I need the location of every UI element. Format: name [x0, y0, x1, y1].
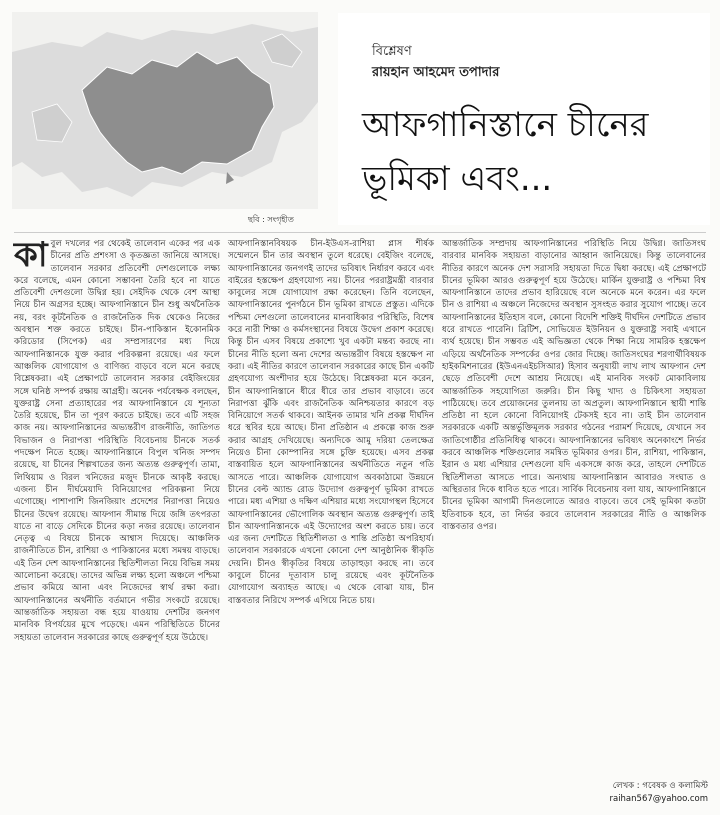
- footer: [562, 780, 708, 806]
- column-3-text: আন্তর্জাতিক সম্প্রদায় আফগানিস্তানের পরিস্থিতি নিয়ে উদ্বিগ্ন। জাতিসংঘ বারবার মানবিক সহায়তা বাড়ানোর আহ্বান জানিয়েছে। কিন্তু তালেবানের নীতির কারণে অনেক দেশ সরাসরি সহায়তা দিতে দ্বিধা করছে। এই প্রেক্ষাপটে চীনের ভূমিকা আরও গুরুত্বপূর্ণ হয়ে উঠেছে। মার্কিন যুক্তরাষ্ট্র ও পশ্চিমা বিশ্ব আফগানিস্তানে তাদের প্রভাব হারিয়েছে বলে অনেকে মনে করেন। এর ফলে চীন ও রাশিয়া এ অঞ্চলে নিজেদের অবস্থান সুসংহত করার সুযোগ পাচ্ছে। তবে আফগানিস্তানের ইতিহাস বলে, কোনো বিদেশি শক্তিই দীর্ঘদিন দেশটিতে প্রভাব ধরে রাখতে পারেনি। ব্রিটিশ, সোভিয়েত ইউনিয়ন ও যুক্তরাষ্ট্র সবাই এখানে ব্যর্থ হয়েছে। চীন সম্ভবত এই অভিজ্ঞতা থেকে শিক্ষা নিয়ে সামরিক হস্তক্ষেপ এড়িয়ে অর্থনৈতিক সম্পর্কের ওপর জোর দিচ্ছে। জাতিসংঘের শরণার্থীবিষয়ক হাইকমিশনারের (ইউএনএইচসিআর) হিসাব অনুযায়ী লাখ লাখ আফগান দেশ ছেড়ে প্রতিবেশী দেশে আশ্রয় নিয়েছে। এই মানবিক সংকট মোকাবিলায় আন্তর্জাতিক সহযোগিতা জরুরি। চীন কিছু খাদ্য ও চিকিৎসা সহায়তা পাঠিয়েছে। তবে প্রয়োজনের তুলনায় তা অপ্রতুল। আফগানিস্তানে স্থায়ী শান্তি প্রতিষ্ঠা না হলে কোনো বিনিয়োগই টেকসই হবে না। তাই চীন তালেবান সরকারকে একটি অন্তর্ভুক্তিমূলক সরকার গঠনের পরামর্শ দিয়েছে, যেখানে সব জাতিগোষ্ঠীর প্রতিনিধিত্ব থাকবে। আফগানিস্তানের ভবিষ্যৎ অনেকাংশে নির্ভর করবে আঞ্চলিক শক্তিগুলোর সমন্বিত ভূমিকার ওপর। চীন, রাশিয়া, পাকিস্তান, ইরান ও মধ্য এশিয়ার দেশগুলো যদি একসঙ্গে কাজ করে, তাহলে দেশটিতে স্থিতিশীলতা আসতে পারে। অন্যথায় আফগানিস্তান আবারও সংঘাত ও অস্থিরতার দিকে ধাবিত হতে পারে। সার্বিক বিবেচনায় বলা যায়, আফগানিস্তানে চীনের ভূমিকা আগামী দিনগুলোতে আরও বাড়বে। তবে সেই ভূমিকা কতটা ইতিবাচক হবে, তা নির্ভর করবে তালেবান সরকারের নীতি ও আঞ্চলিক বাস্তবতার ওপর।: [442, 239, 706, 532]
- column-1: [14, 235, 220, 644]
- drop-cap: কা: [14, 235, 48, 275]
- column-1-text: বুল দখলের পর থেকেই তালেবান একের পর এক চীনের প্রতি প্রশংসা ও কৃতজ্ঞতা জানিয়ে আসছে। তালেবান সরকার প্রতিবেশী দেশগুলোকে লক্ষ্য করে বলেছে, এমন কোনো সম্ভাবনা তৈরি হবে না যাতে প্রতিবেশী দেশগুলো উদ্বিগ্ন হয়। সেইদিক থেকে বেশ আস্থা নিয়ে চীন অগ্রসর হচ্ছে। আফগানিস্তানে চীন শুধু অর্থনৈতিক নয়, বরং কূটনৈতিক ও রাজনৈতিক দিক থেকেও নিজের অবস্থান শক্ত করতে চাইছে। চীন-পাকিস্তান ইকোনমিক করিডোর (সিপেক) এর সম্প্রসারণের মধ্য দিয়ে আফগানিস্তানকে যুক্ত করার পরিকল্পনা রয়েছে। এর ফলে আঞ্চলিক যোগাযোগ ও বাণিজ্য বাড়বে বলে মনে করছে বিশ্লেষকরা। এই প্রেক্ষাপটে তালেবান সরকার বেইজিংয়ের সঙ্গে ঘনিষ্ঠ সম্পর্ক রক্ষায় আগ্রহী। অনেক পর্যবেক্ষক বলছেন, যুক্তরাষ্ট্র সেনা প্রত্যাহারের পর আফগানিস্তানে যে শূন্যতা তৈরি হয়েছে, চীন তা পূরণ করতে চাইছে। তবে এটি সহজ কাজ নয়। আফগানিস্তানের অভ্যন্তরীণ রাজনীতি, জাতিগত বিভাজন ও নিরাপত্তা পরিস্থিতি বিবেচনায় চীনকে সতর্ক পদক্ষেপ নিতে হচ্ছে। আফগানিস্তানে বিপুল খনিজ সম্পদ রয়েছে, যা চীনের শিল্পখাতের জন্য অত্যন্ত গুরুত্বপূর্ণ। তামা, লিথিয়াম ও বিরল খনিজের মজুদ চীনকে আকৃষ্ট করছে। এজন্য চীন দীর্ঘমেয়াদি বিনিয়োগের পরিকল্পনা নিয়ে এগোচ্ছে। পাশাপাশি জিনজিয়াং প্রদেশের নিরাপত্তা নিয়েও চীনের উদ্বেগ রয়েছে। আফগান সীমান্ত দিয়ে জঙ্গি তৎপরতা যাতে না বাড়ে সেদিকে চীনের কড়া নজর রয়েছে। তালেবান নেতৃত্ব এ বিষয়ে চীনকে আশ্বাস দিয়েছে। আঞ্চলিক রাজনীতিতে চীন, রাশিয়া ও পাকিস্তানের মধ্যে সমন্বয় বাড়ছে। এই তিন দেশ আফগানিস্তানের স্থিতিশীলতা নিয়ে বিভিন্ন সময় আলোচনা করেছে। তাদের অভিন্ন লক্ষ্য হলো অঞ্চলে পশ্চিমা প্রভাব কমিয়ে আনা এবং নিজেদের স্বার্থ রক্ষা করা। আফগানিস্তানের অর্থনীতি বর্তমানে গভীর সংকটে রয়েছে। আন্তর্জাতিক সহায়তা বন্ধ হয়ে যাওয়ায় দেশটির জনগণ মানবিক বিপর্যয়ের মুখে পড়েছে। এমন পরিস্থিতিতে চীনের সহায়তা তালেবান সরকারের কাছে গুরুত্বপূর্ণ হয়ে উঠেছে।: [14, 239, 220, 643]
- column-3: [442, 238, 706, 533]
- headline: আফগানিস্তানে চীনের ভূমিকা এবং...: [362, 105, 649, 199]
- column-2: [228, 238, 434, 607]
- map-image: [12, 12, 318, 209]
- column-2-text: আফগানিস্তানবিষয়ক চীন-ইউএস-রাশিয়া প্লাস শীর্ষক সম্মেলনে চীন তার অবস্থান তুলে ধরেছে। বেইজিং বলেছে, আফগানিস্তানের জনগণই তাদের ভবিষ্যৎ নির্ধারণ করবে এবং বাইরের হস্তক্ষেপ গ্রহণযোগ্য নয়। চীনের পররাষ্ট্রমন্ত্রী বারবার কাবুলের সঙ্গে যোগাযোগ রক্ষা করেছেন। তিনি বলেছেন, আফগানিস্তানের পুনর্গঠনে চীন ভূমিকা রাখতে প্রস্তুত। এদিকে পশ্চিমা দেশগুলো তালেবানের মানবাধিকার পরিস্থিতি, বিশেষ করে নারী শিক্ষা ও কর্মসংস্থানের বিষয়ে উদ্বেগ প্রকাশ করেছে। কিন্তু চীন এসব বিষয়ে প্রকাশ্যে খুব একটা মন্তব্য করছে না। চীনের নীতি হলো অন্য দেশের অভ্যন্তরীণ বিষয়ে হস্তক্ষেপ না করা। এই নীতির কারণে তালেবান সরকারের কাছে চীন একটি গ্রহণযোগ্য অংশীদার হয়ে উঠেছে। বিশ্লেষকরা মনে করেন, চীন আফগানিস্তানে ধীরে ধীরে তার প্রভাব বাড়াবে। তবে নিরাপত্তা ঝুঁকি এবং রাজনৈতিক অনিশ্চয়তার কারণে বড় বিনিয়োগে সতর্ক থাকবে। আইনক তামার খনি প্রকল্প দীর্ঘদিন ধরে স্থবির হয়ে আছে। চীনা প্রতিষ্ঠান এ প্রকল্পে কাজ শুরু করার আগ্রহ দেখিয়েছে। অন্যদিকে আমু দরিয়া তেলক্ষেত্র নিয়েও চীনা কোম্পানির সঙ্গে চুক্তি হয়েছে। এসব প্রকল্প বাস্তবায়িত হলে আফগানিস্তানের অর্থনীতিতে নতুন গতি আসতে পারে। আঞ্চলিক যোগাযোগ অবকাঠামো উন্নয়নে চীনের বেল্ট অ্যান্ড রোড উদ্যোগ গুরুত্বপূর্ণ ভূমিকা রাখতে পারে। মধ্য এশিয়া ও দক্ষিণ এশিয়ার মধ্যে সংযোগস্থল হিসেবে আফগানিস্তানের ভৌগোলিক অবস্থান অত্যন্ত গুরুত্বপূর্ণ। তাই চীন আফগানিস্তানকে এই উদ্যোগের অংশ করতে চায়। তবে এর জন্য দেশটিতে স্থিতিশীলতা ও শান্তি প্রতিষ্ঠা অপরিহার্য। তালেবান সরকারকে এখনো কোনো দেশ আনুষ্ঠানিক স্বীকৃতি দেয়নি। চীনও স্বীকৃতির বিষয়ে তাড়াহুড়া করছে না। তবে কাবুলে চীনের দূতাবাস চালু রয়েছে এবং কূটনৈতিক যোগাযোগ অব্যাহত আছে। এ থেকে বোঝা যায়, চীন বাস্তবতার নিরিখে সম্পর্ক এগিয়ে নিতে চায়।: [228, 239, 434, 606]
- kicker: বিশ্লেষণ: [372, 44, 412, 59]
- author: রায়হান আহমেদ তপাদার: [372, 65, 500, 80]
- photo-credit: ছবি : সংগৃহীত: [248, 215, 294, 224]
- divider: [14, 232, 706, 233]
- footer-byline: লেখক : গবেষক ও কলামিস্ট: [612, 781, 708, 791]
- footer-email: raihan567@yahoo.com: [609, 794, 708, 804]
